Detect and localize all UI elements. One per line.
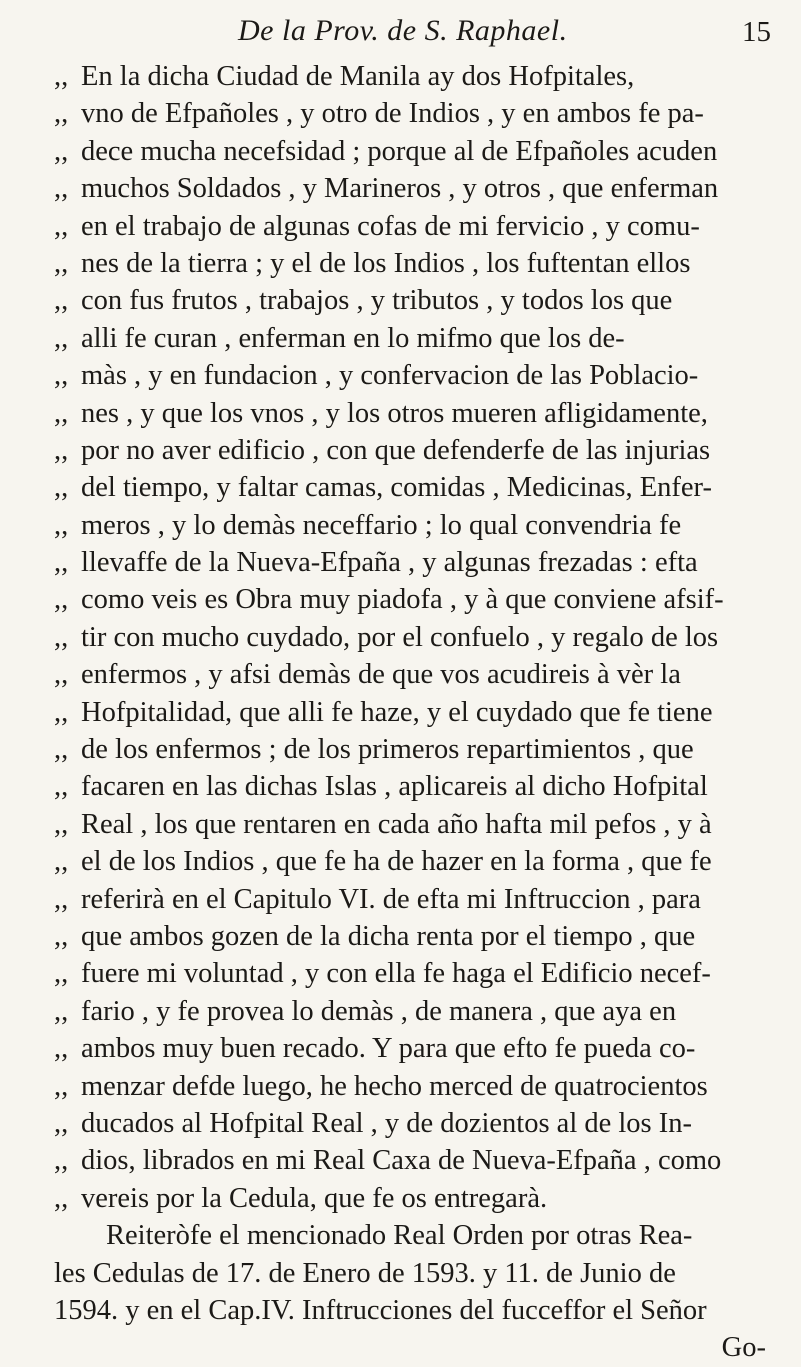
quote-mark: ,, [54,958,69,990]
quoted-line-text: meros , y lo demàs neceffario ; lo qual convendria fe [81,509,682,541]
quote-mark: ,, [54,771,69,803]
quoted-line-text: Hofpitalidad, que alli fe haze, y el cuydado que fe tiene [81,696,713,728]
quoted-line [54,694,766,731]
quote-mark: ,, [54,98,69,130]
quote-mark: ,, [54,696,69,728]
quoted-line [54,395,766,432]
quote-mark: ,, [54,1033,69,1065]
quoted-line [54,806,766,843]
quote-mark: ,, [54,1107,69,1139]
quoted-line [54,581,766,618]
quoted-line [54,1105,766,1142]
quote-mark: ,, [54,1182,69,1214]
quoted-line-text: del tiempo, y faltar camas, comidas , Medicinas, Enfer- [81,472,712,504]
quoted-line-text: nes , y que los vnos , y los otros mueren afligidamente, [81,397,708,429]
quote-mark: ,, [54,995,69,1027]
quote-mark: ,, [54,621,69,653]
quoted-line-text: fario , y fe provea lo demàs , de manera , que aya en [81,995,677,1027]
catchword: Go- [721,1332,766,1364]
quoted-line [54,1142,766,1179]
quoted-line [54,1180,766,1217]
quote-mark: ,, [54,1145,69,1177]
quoted-line [54,357,766,394]
quoted-line-text: alli fe curan , enferman en lo mifmo que los de- [81,322,625,354]
quoted-line-text: que ambos gozen de la dicha renta por el tiempo , que [81,920,696,952]
page-number: 15 [742,16,771,48]
quoted-line [54,656,766,693]
quote-mark: ,, [54,360,69,392]
quote-mark: ,, [54,173,69,205]
quoted-line [54,208,766,245]
quoted-line [54,768,766,805]
quoted-line-text: llevaffe de la Nueva-Efpaña , y algunas frezadas : efta [81,547,698,579]
running-head: De la Prov. de S. Raphael. [238,14,568,47]
quote-mark: ,, [54,322,69,354]
quoted-line [54,320,766,357]
quote-mark: ,, [54,210,69,242]
quoted-line-text: de los enfermos ; de los primeros repartimientos , que [81,734,694,766]
quoted-line-text: fuere mi voluntad , y con ella fe haga el Edificio necef- [81,958,711,990]
quote-mark: ,, [54,472,69,504]
quote-mark: ,, [54,285,69,317]
quoted-line-text: enfermos , y afsi demàs de que vos acudireis à vèr la [81,659,681,691]
quote-mark: ,, [54,434,69,466]
quoted-line [54,544,766,581]
quoted-line [54,245,766,282]
quoted-line [54,469,766,506]
quoted-line-text: ambos muy buen recado. Y para que efto fe pueda co- [81,1033,696,1065]
quote-mark: ,, [54,509,69,541]
quote-mark: ,, [54,808,69,840]
quoted-line-text: Real , los que rentaren en cada año hafta mil pefos , y à [81,808,712,840]
quoted-line-text: como veis es Obra muy piadofa , y à que conviene afsif- [81,584,724,616]
quoted-line [54,731,766,768]
quoted-line [54,918,766,955]
quote-mark: ,, [54,734,69,766]
quoted-line [54,1068,766,1105]
quoted-line-text: ducados al Hofpital Real , y de dozientos al de los In- [81,1107,692,1139]
quote-mark: ,, [54,547,69,579]
quoted-line-text: menzar defde luego, he hecho merced de quatrocientos [81,1070,708,1102]
paragraph-line: Reiteròfe el mencionado Real Orden por otras Rea- [106,1220,693,1252]
quote-mark: ,, [54,61,69,92]
quoted-line-text: por no aver edificio , con que defenderfe de las injurias [81,434,711,466]
page-header [0,14,801,54]
quoted-line-text: tir con mucho cuydado, por el confuelo , y regalo de los [81,621,719,653]
quote-mark: ,, [54,584,69,616]
quoted-line-text: vno de Efpañoles , y otro de Indios , y en ambos fe pa- [81,98,704,130]
quoted-line [54,432,766,469]
quoted-line [54,1030,766,1067]
quoted-line [54,282,766,319]
quoted-line [54,993,766,1030]
quoted-line [54,619,766,656]
quote-mark: ,, [54,1070,69,1102]
quote-mark: ,, [54,659,69,691]
quoted-line [54,58,766,95]
following-paragraph [54,1217,766,1329]
quote-mark: ,, [54,135,69,167]
quoted-line-text: nes de la tierra ; y el de los Indios , los fuftentan ellos [81,247,691,279]
quoted-line [54,507,766,544]
quote-mark: ,, [54,247,69,279]
quote-mark: ,, [54,846,69,878]
quoted-line-text: dios, librados en mi Real Caxa de Nueva-Efpaña , como [81,1145,722,1177]
quoted-line [54,133,766,170]
page-body [54,58,766,1367]
quoted-line [54,881,766,918]
quoted-line [54,95,766,132]
quoted-line-text: màs , y en fundacion , y confervacion de las Poblacio- [81,360,699,392]
quote-mark: ,, [54,397,69,429]
quoted-line-text: referirà en el Capitulo VI. de efta mi Inftruccion , para [81,883,701,915]
paragraph-line: les Cedulas de 17. de Enero de 1593. y 11. de Junio de [54,1257,676,1289]
quoted-line [54,843,766,880]
quoted-line-text: con fus frutos , trabajos , y tributos , y todos los que [81,285,673,317]
quoted-line-text: en el trabajo de algunas cofas de mi fervicio , y comu- [81,210,700,242]
quoted-line-text: facaren en las dichas Islas , aplicareis al dicho Hofpital [81,771,708,803]
quote-mark: ,, [54,920,69,952]
paragraph-line: 1594. y en el Cap.IV. Inftrucciones del fucceffor el Señor [54,1294,707,1326]
quoted-line-text: el de los Indios , que fe ha de hazer en la forma , que fe [81,846,712,878]
quote-mark: ,, [54,883,69,915]
quoted-line [54,170,766,207]
quoted-cedula-block [54,58,766,1217]
quoted-line-text: muchos Soldados , y Marineros , y otros , que enferman [81,173,719,205]
quoted-line-text: En la dicha Ciudad de Manila ay dos Hofpitales, [81,61,635,92]
quoted-line-text: dece mucha necefsidad ; porque al de Efpañoles acuden [81,135,718,167]
quoted-line [54,955,766,992]
quoted-line-text: vereis por la Cedula, que fe os entregarà. [81,1182,548,1214]
